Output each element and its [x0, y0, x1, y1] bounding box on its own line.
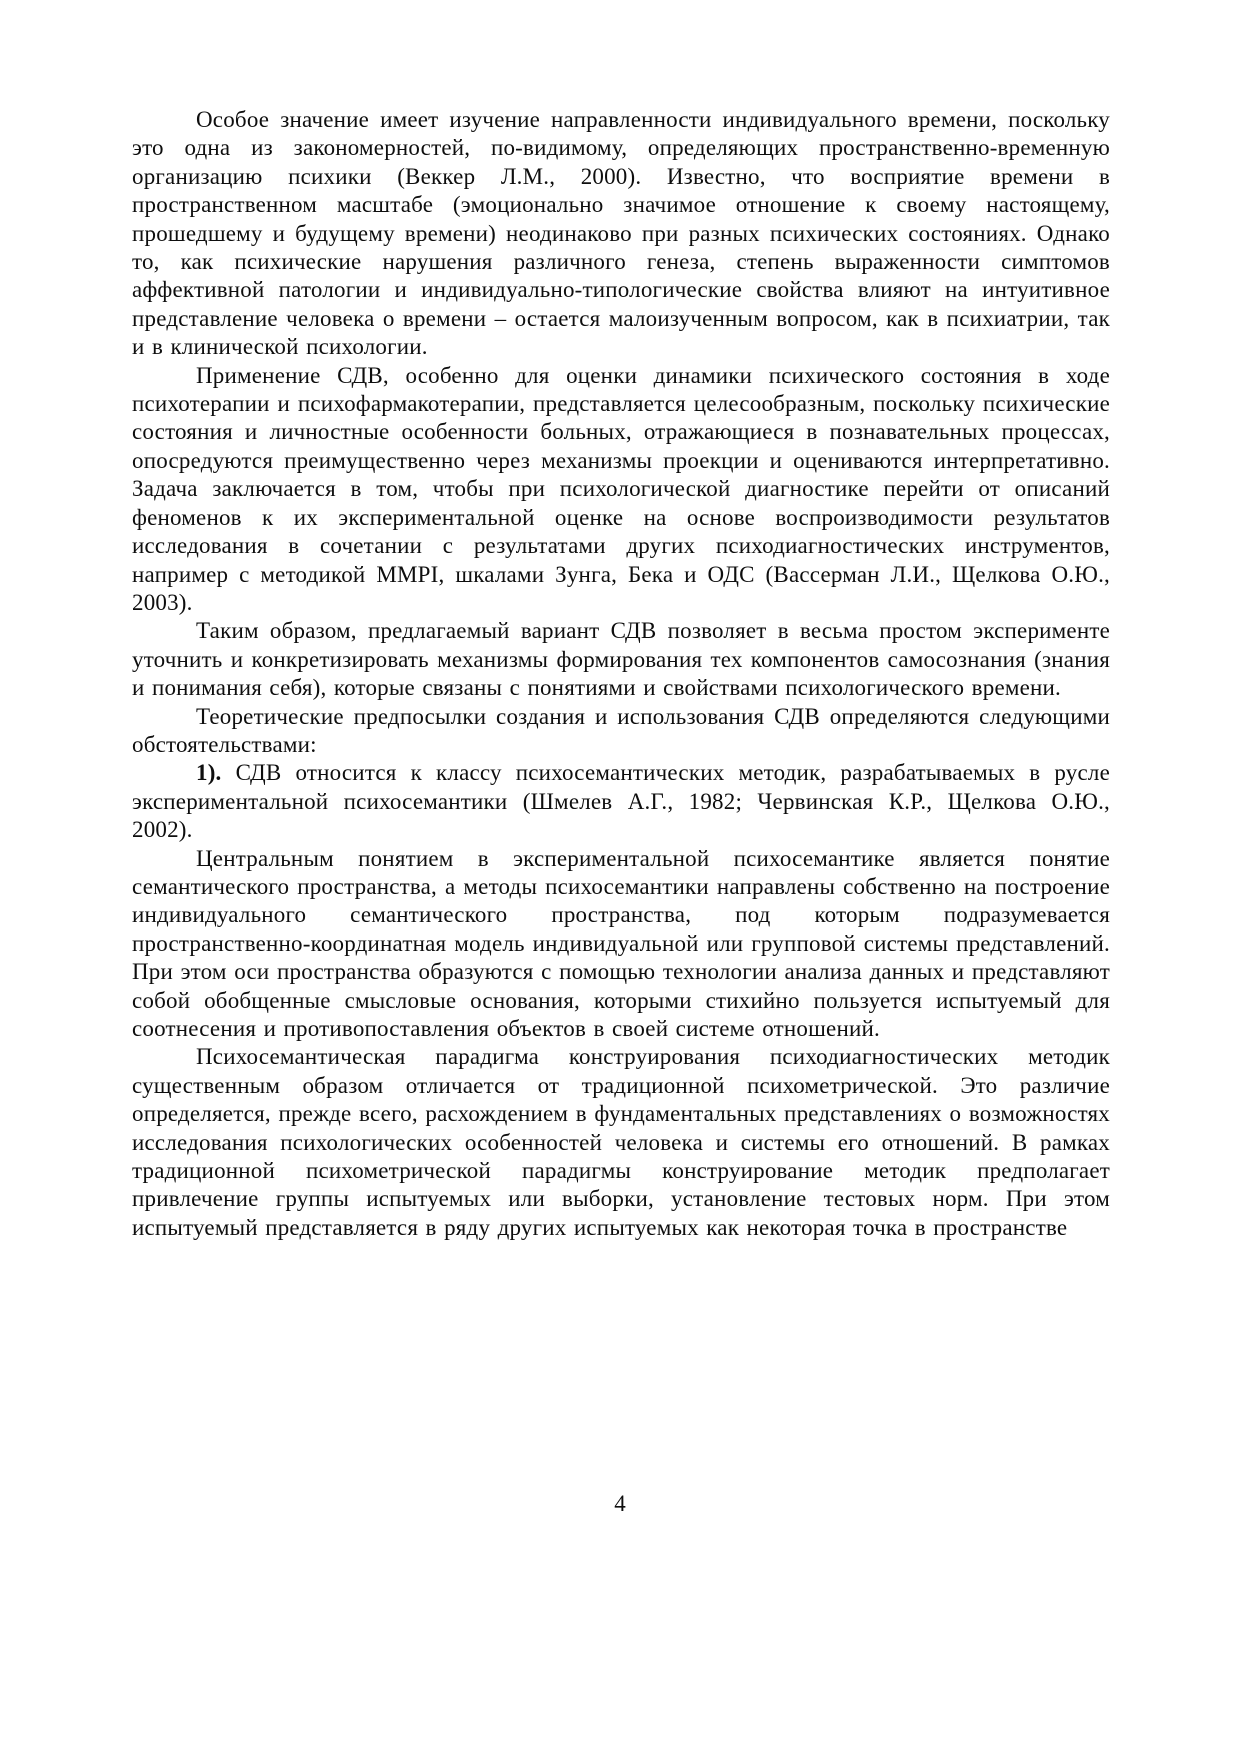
- paragraph-text: Применение СДВ, особенно для оценки динамики психического состояния в ходе психотерапии и психофармакотерапии, представляется целесообразным, поскольку психические состояния и личностные особенности больных, отражающиеся в познавательных процессах, опосредуются преимущественно через механизмы проекции и оцениваются интерпретативно. Задача заключается в том, чтобы при психологической диагностике перейти от описаний феноменов к их экспериментальной оценке на основе воспроизводимости результатов исследования в сочетании с результатами других психодиагностических инструментов, например с методикой MMPI, шкалами Зунга, Бека и ОДС (Вассерман Л.И., Щелкова О.Ю., 2003).: [132, 362, 1110, 615]
- paragraph-text: Теоретические предпосылки создания и использования СДВ определяются следующими обстоятельствами:: [132, 703, 1110, 757]
- page-number: 4: [614, 1491, 626, 1516]
- paragraph-lead: 1).: [196, 760, 222, 786]
- paragraph-text: Психосемантическая парадигма конструирования психодиагностических методик существенным образом отличается от традиционной психометрической. Это различие определяется, прежде всего, расхождением в фундаментальных представлениях о возможностях исследования психологических особенностей человека и системы его отношений. В рамках традиционной психометрической парадигмы конструирование методик предполагает привлечение группы испытуемых или выборки, установление тестовых норм. При этом испытуемый представляется в ряду других испытуемых как некоторая точка в пространстве: [132, 1044, 1110, 1240]
- paragraph-text: Центральным понятием в экспериментальной психосемантике является понятие семантического пространства, а методы психосемантики направлены собственно на построение индивидуального семантического пространства, под которым подразумевается пространственно-координатная модель индивидуальной или групповой системы представлений. При этом оси пространства образуются с помощью технологии анализа данных и представляют собой обобщенные смысловые основания, которыми стихийно пользуется испытуемый для соотнесения и противопоставления объектов в своей системе отношений.: [132, 845, 1110, 1041]
- paragraph: [132, 703, 1110, 760]
- paragraph: [132, 106, 1110, 362]
- paragraph-text: СДВ относится к классу психосемантических методик, разрабатываемых в русле экспериментальной психосемантики (Шмелев А.Г., 1982; Червинская К.Р., Щелкова О.Ю., 2002).: [132, 760, 1110, 843]
- paragraph-text: Особое значение имеет изучение направленности индивидуального времени, поскольку это одна из закономерностей, по-видимому, определяющих пространственно-временную организацию психики (Веккер Л.М., 2000). Известно, что восприятие времени в пространственном масштабе (эмоционально значимое отношение к своему настоящему, прошедшему и будущему времени) неодинаково при разных психических состояниях. Однако то, как психические нарушения различного генеза, степень выраженности симптомов аффективной патологии и индивидуально-типологические свойства влияют на интуитивное представление человека о времени – остается малоизученным вопросом, как в психиатрии, так и в клинической психологии.: [132, 107, 1110, 360]
- paragraph: [132, 1043, 1110, 1242]
- paragraph: [132, 617, 1110, 702]
- page-body: [132, 106, 1110, 1242]
- paragraph-numbered-item: [132, 759, 1110, 844]
- paragraph-text: Таким образом, предлагаемый вариант СДВ позволяет в весьма простом эксперименте уточнить и конкретизировать механизмы формирования тех компонентов самосознания (знания и понимания себя), которые связаны с понятиями и свойствами психологического времени.: [132, 618, 1110, 701]
- paragraph: [132, 362, 1110, 618]
- paragraph: [132, 845, 1110, 1044]
